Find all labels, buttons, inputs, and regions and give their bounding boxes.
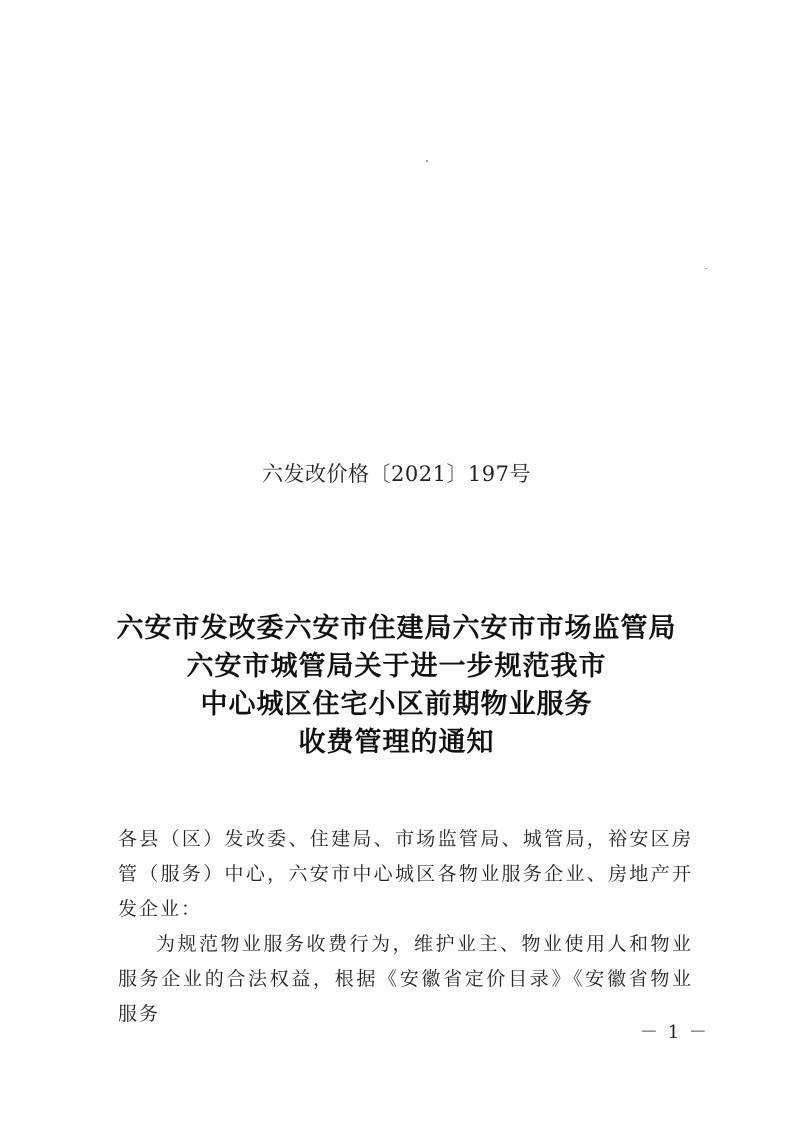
title-line: 六安市城管局关于进一步规范我市 [186, 651, 607, 682]
document-number: 六发改价格〔2021〕197号 [261, 462, 532, 486]
page-number: － 1 － [640, 1022, 709, 1043]
document-body [118, 822, 693, 1032]
scan-speck [705, 268, 707, 269]
scan-speck [426, 160, 428, 162]
document-title [0, 610, 793, 762]
body-paragraph: 为规范物业服务收费行为，维护业主、物业使用人和物业服务企业的合法权益，根据《安徽省定价目录》《安徽省物业服务 [118, 933, 693, 1025]
recipients-paragraph: 各县（区）发改委、住建局、市场监管局、城管局，裕安区房管（服务）中心，六安市中心城区各物业服务企业、房地产开发企业： [118, 828, 693, 920]
title-line: 中心城区住宅小区前期物业服务 [200, 689, 593, 720]
title-line: 六安市发改委六安市住建局六安市市场监管局 [116, 613, 677, 644]
title-line: 收费管理的通知 [298, 727, 495, 758]
